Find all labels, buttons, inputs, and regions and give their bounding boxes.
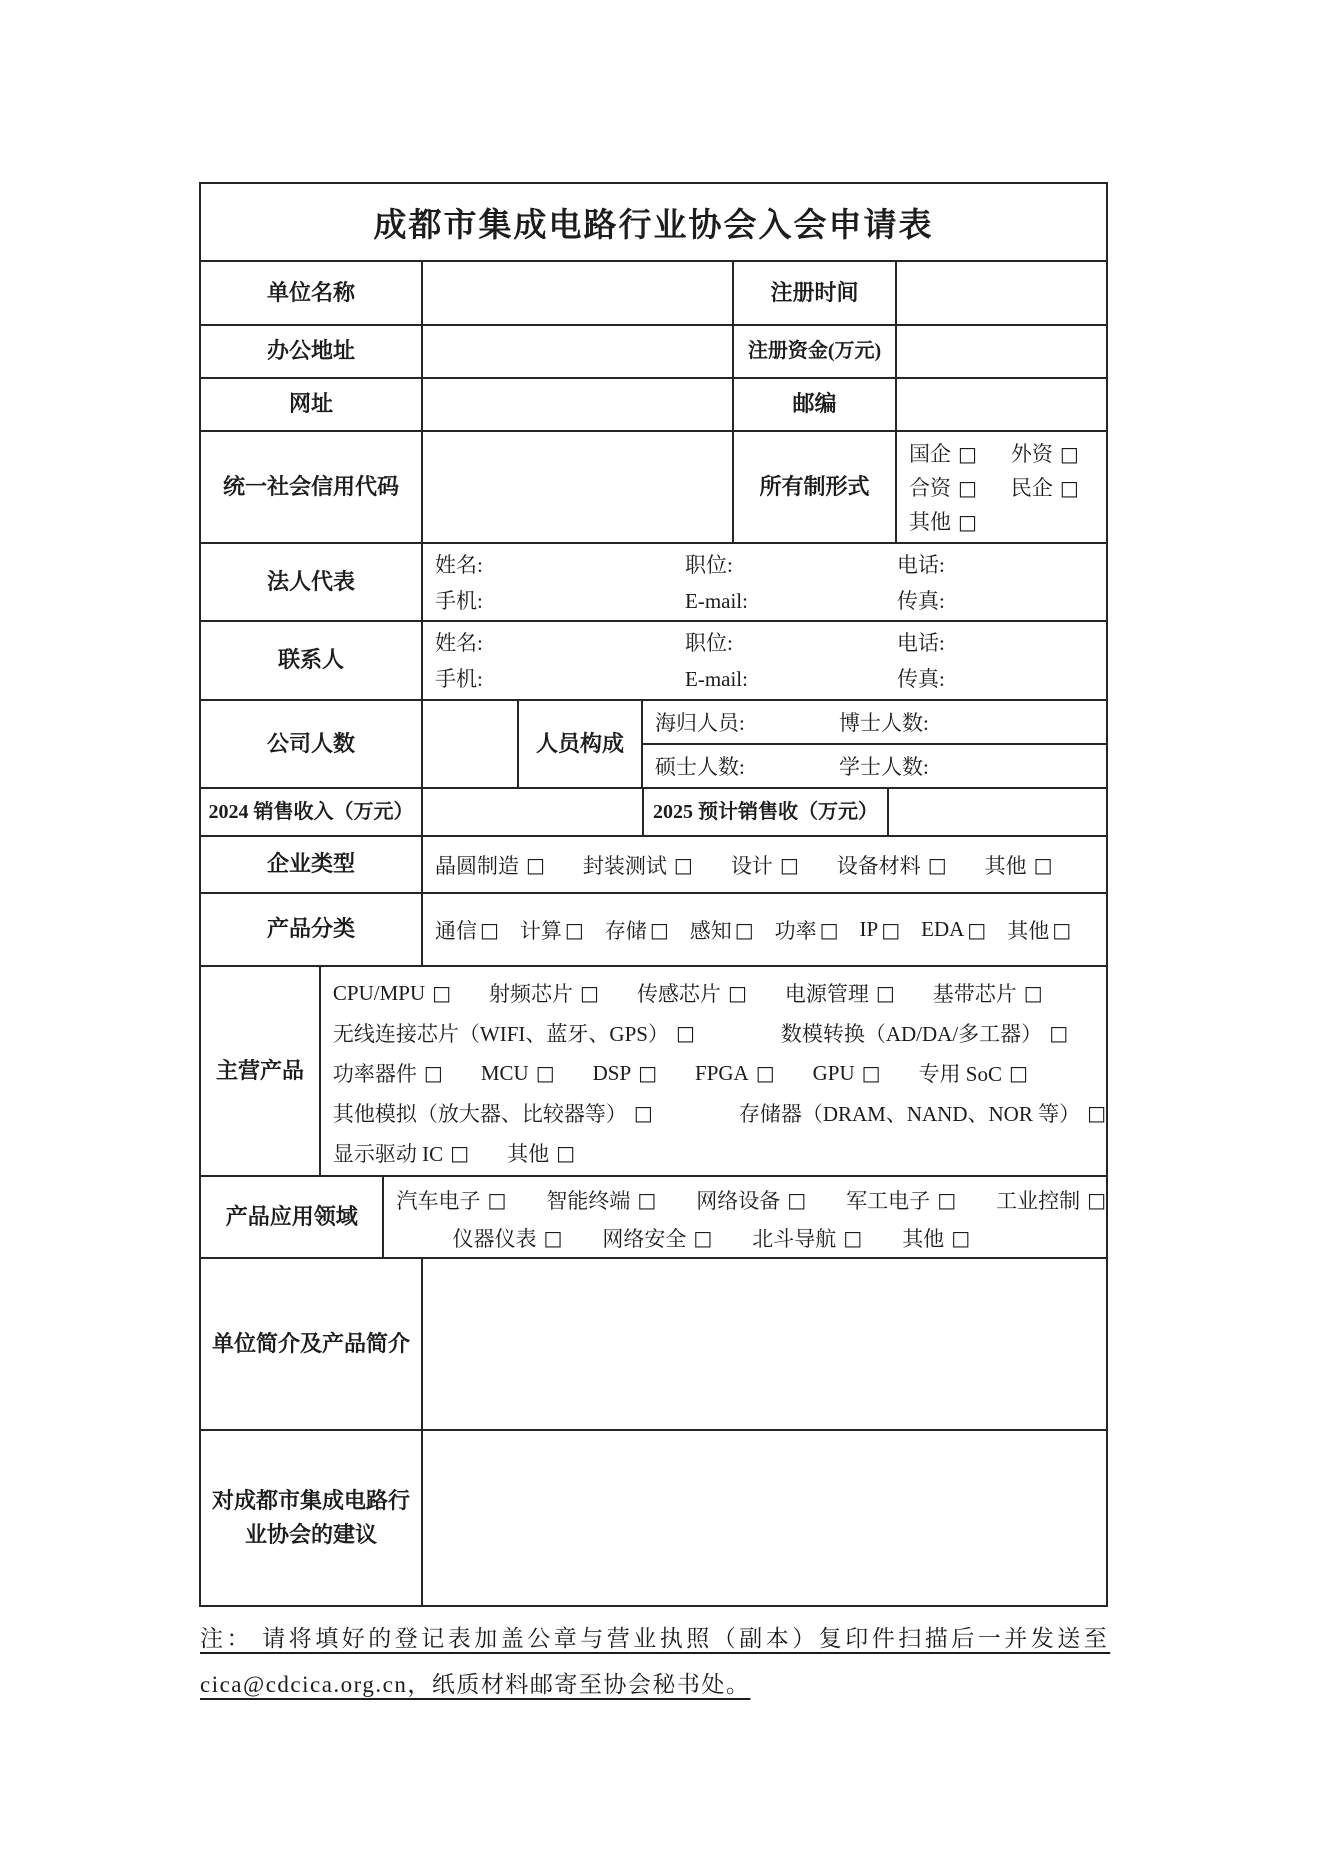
checkbox-option-label: 工业控制 — [996, 1189, 1081, 1213]
company-name-label: 单位名称 — [266, 279, 355, 305]
main-products-line-1 — [333, 973, 1106, 1013]
checkbox-icon[interactable]: □ — [556, 1141, 575, 1165]
checkbox-option-label: IP — [859, 917, 879, 941]
title-row — [201, 184, 1106, 260]
checkbox-icon[interactable]: □ — [1033, 852, 1053, 877]
website-field[interactable] — [421, 379, 732, 430]
checkbox-option-label: 合资 — [909, 476, 951, 500]
row-headcount — [201, 699, 1106, 787]
checkbox-option[interactable] — [690, 915, 754, 945]
checkbox-option-label: EDA — [921, 917, 965, 941]
checkbox-option[interactable] — [785, 978, 895, 1008]
form-field-label: 手机: — [435, 667, 483, 691]
ownership-line-2 — [909, 471, 1106, 505]
checkbox-icon[interactable]: □ — [1023, 981, 1043, 1005]
application-fields-label: 产品应用领域 — [225, 1203, 358, 1229]
form-field-label: 硕士人数: — [655, 755, 745, 779]
checkbox-option-label: 设计 — [730, 853, 773, 878]
headcount-field[interactable] — [421, 701, 517, 787]
checkbox-icon[interactable]: □ — [958, 510, 977, 534]
checkbox-option-label: DSP — [592, 1060, 632, 1085]
checkbox-option[interactable] — [739, 1098, 1106, 1128]
checkbox-option[interactable] — [637, 978, 747, 1008]
checkbox-icon[interactable]: □ — [487, 1188, 507, 1212]
checkbox-icon[interactable]: □ — [693, 1226, 713, 1250]
checkbox-option-label: 其他 — [909, 510, 951, 534]
checkbox-icon[interactable]: □ — [1059, 476, 1079, 500]
checkbox-option-label: FPGA — [695, 1060, 749, 1085]
headcount-label: 公司人数 — [266, 730, 355, 756]
checkbox-option[interactable] — [507, 1138, 575, 1168]
checkbox-option-label: 计算 — [519, 918, 562, 943]
checkbox-icon[interactable]: □ — [861, 1061, 881, 1085]
checkbox-option[interactable] — [933, 978, 1043, 1008]
checkbox-option-label: 功率 — [774, 918, 817, 943]
checkbox-icon[interactable]: □ — [543, 1226, 563, 1250]
reg-capital-field[interactable] — [895, 326, 1106, 377]
checkbox-icon[interactable]: □ — [535, 1061, 555, 1085]
checkbox-icon[interactable]: □ — [1049, 1021, 1069, 1045]
footer-note-line-1: 注： 请将填好的登记表加盖公章与营业执照（副本）复印件扫描后一并发送至 — [200, 1626, 1111, 1651]
checkbox-option[interactable] — [489, 978, 599, 1008]
checkbox-icon[interactable]: □ — [526, 852, 545, 877]
contact-line-1 — [435, 625, 1106, 661]
checkbox-option-label: 无线连接芯片（WIFI、蓝牙、GPS） — [332, 1022, 669, 1046]
form-field-label: 学士人数: — [839, 755, 929, 779]
main-products-options — [319, 967, 1106, 1175]
checkbox-icon[interactable]: □ — [564, 917, 584, 942]
checkbox-option-label: 其他模拟（放大器、比较器等） — [332, 1102, 627, 1126]
legal-rep-line-1 — [435, 547, 1106, 583]
row-credit-code — [201, 430, 1106, 542]
checkbox-option[interactable] — [846, 1185, 956, 1215]
revenue-2024-field[interactable] — [421, 789, 642, 835]
checkbox-option[interactable] — [921, 917, 986, 942]
suggestions-label: 对成都市集成电路行业协会的建议 — [211, 1487, 410, 1547]
checkbox-option[interactable] — [452, 1223, 562, 1253]
checkbox-option-label: 通信 — [435, 918, 477, 943]
checkbox-option[interactable] — [909, 505, 977, 539]
checkbox-option[interactable] — [520, 915, 584, 945]
checkbox-icon[interactable]: □ — [779, 852, 799, 877]
checkbox-option-label: 传感芯片 — [636, 982, 721, 1006]
checkbox-icon[interactable]: □ — [580, 981, 599, 1005]
legal-rep-fields[interactable] — [421, 544, 1106, 620]
checkbox-option-label: 专用 SoC — [918, 1062, 1002, 1086]
checkbox-option-label: 晶圆制造 — [435, 853, 519, 878]
row-product-category — [201, 892, 1106, 965]
form-field-label: 传真: — [897, 667, 945, 691]
checkbox-option[interactable] — [546, 1185, 656, 1215]
checkbox-icon[interactable]: □ — [450, 1141, 470, 1165]
form-title: 成都市集成电路行业协会入会申请表 — [373, 205, 934, 243]
checkbox-icon[interactable]: □ — [787, 1188, 807, 1212]
form-field-label: 职位: — [685, 631, 733, 655]
enterprise-type-label: 企业类型 — [266, 851, 355, 877]
checkbox-option-label: 存储 — [604, 918, 647, 943]
row-legal-rep — [201, 542, 1106, 620]
product-category-line — [435, 915, 1071, 945]
row-office-address — [201, 324, 1106, 377]
checkbox-option-label: 功率器件 — [332, 1062, 417, 1086]
row-enterprise-type — [201, 835, 1106, 892]
checkbox-option[interactable] — [696, 1185, 806, 1215]
main-products-line-2 — [333, 1013, 1106, 1053]
legal-rep-label: 法人代表 — [266, 568, 355, 594]
checkbox-icon[interactable]: □ — [937, 1188, 957, 1212]
footer-note — [200, 1616, 1112, 1708]
checkbox-icon[interactable]: □ — [1087, 1188, 1106, 1212]
checkbox-option[interactable] — [902, 1223, 970, 1253]
checkbox-icon[interactable]: □ — [1059, 442, 1079, 466]
enterprise-type-line — [435, 850, 1053, 880]
row-revenue — [201, 787, 1106, 835]
reg-time-label: 注册时间 — [732, 262, 895, 324]
row-suggestions — [201, 1429, 1106, 1605]
row-company-name — [201, 260, 1106, 324]
checkbox-option-label: 民企 — [1010, 476, 1053, 500]
checkbox-option-label: 设备材料 — [836, 853, 921, 878]
checkbox-icon[interactable]: □ — [881, 917, 901, 942]
row-website — [201, 377, 1106, 430]
checkbox-icon[interactable]: □ — [951, 1226, 971, 1250]
checkbox-option[interactable] — [919, 1058, 1028, 1088]
form-field-label: E-mail: — [685, 667, 748, 691]
checkbox-icon[interactable]: □ — [1009, 1061, 1028, 1085]
contact-line-2 — [435, 661, 1106, 697]
form-field-label: 传真: — [897, 589, 945, 613]
checkbox-option[interactable] — [985, 850, 1053, 880]
checkbox-option[interactable] — [583, 850, 693, 880]
checkbox-option-label: 智能终端 — [546, 1189, 631, 1213]
checkbox-icon[interactable]: □ — [637, 1188, 657, 1212]
checkbox-icon[interactable]: □ — [675, 1021, 695, 1045]
checkbox-icon[interactable]: □ — [927, 852, 947, 877]
company-intro-field[interactable] — [421, 1259, 1106, 1429]
checkbox-option-label: 网络设备 — [696, 1189, 781, 1213]
checkbox-option[interactable] — [860, 917, 901, 942]
checkbox-option-label: 其他 — [984, 853, 1027, 878]
checkbox-option-label: 显示驱动 IC — [332, 1142, 444, 1166]
checkbox-option-label: 北斗导航 — [752, 1227, 837, 1251]
checkbox-icon[interactable]: □ — [734, 917, 754, 942]
reg-time-field[interactable] — [895, 262, 1106, 324]
checkbox-option-label: CPU/MPU — [332, 980, 426, 1005]
checkbox-option-label: 仪器仪表 — [452, 1227, 537, 1251]
checkbox-option[interactable] — [333, 1058, 443, 1088]
row-application-fields — [201, 1175, 1106, 1257]
checkbox-option-label: MCU — [480, 1060, 529, 1085]
revenue-2025-field[interactable] — [887, 789, 1106, 835]
checkbox-icon[interactable]: □ — [480, 917, 499, 942]
checkbox-option[interactable] — [602, 1223, 712, 1253]
legal-rep-line-2 — [435, 583, 1106, 619]
checkbox-icon[interactable]: □ — [432, 981, 452, 1005]
company-intro-label: 单位简介及产品简介 — [211, 1330, 410, 1356]
checkbox-option[interactable] — [775, 915, 839, 945]
ownership-line-3 — [909, 505, 1106, 539]
checkbox-icon[interactable]: □ — [649, 917, 669, 942]
checkbox-option-label: 其他 — [507, 1142, 550, 1166]
checkbox-option-label: 数模转换（AD/DA/多工器） — [780, 1022, 1043, 1046]
checkbox-icon[interactable]: □ — [875, 981, 895, 1005]
checkbox-option-label: 感知 — [689, 918, 732, 943]
checkbox-option[interactable] — [909, 471, 977, 505]
checkbox-option[interactable] — [1011, 437, 1079, 471]
product-category-options — [421, 894, 1106, 965]
checkbox-icon[interactable]: □ — [843, 1226, 863, 1250]
checkbox-option[interactable] — [837, 850, 947, 880]
company-name-field[interactable] — [421, 262, 732, 324]
checkbox-option[interactable] — [996, 1185, 1106, 1215]
checkbox-option[interactable] — [481, 1061, 555, 1086]
application-form-table — [199, 182, 1108, 1607]
checkbox-icon[interactable]: □ — [958, 476, 977, 500]
checkbox-icon[interactable]: □ — [755, 1061, 775, 1085]
ownership-line-1 — [909, 437, 1106, 471]
checkbox-option[interactable] — [695, 1061, 775, 1086]
row-main-products — [201, 965, 1106, 1175]
checkbox-icon[interactable]: □ — [673, 852, 693, 877]
checkbox-option[interactable] — [605, 915, 669, 945]
checkbox-option[interactable] — [435, 915, 499, 945]
application-fields-line-2 — [396, 1219, 1106, 1257]
checkbox-option[interactable] — [1007, 915, 1071, 945]
form-field-label: E-mail: — [685, 589, 748, 613]
composition-row-1[interactable] — [643, 701, 1106, 743]
checkbox-option-label: 汽车电子 — [396, 1189, 481, 1213]
checkbox-option[interactable] — [813, 1061, 881, 1086]
row-company-intro — [201, 1257, 1106, 1429]
ownership-label: 所有制形式 — [732, 432, 895, 542]
credit-code-field[interactable] — [421, 432, 732, 542]
checkbox-option-label: 军工电子 — [846, 1189, 931, 1213]
form-field-label: 海归人员: — [655, 711, 745, 735]
contact-label: 联系人 — [277, 647, 344, 673]
office-address-label: 办公地址 — [266, 338, 355, 364]
checkbox-option-label: 其他 — [902, 1227, 945, 1251]
checkbox-icon[interactable]: □ — [819, 917, 839, 942]
main-products-line-5 — [333, 1133, 1106, 1173]
checkbox-option[interactable] — [333, 1138, 469, 1168]
footer-note-line-2: cica@cdcica.org.cn，纸质材料邮寄至协会秘书处。 — [200, 1672, 751, 1697]
main-products-line-4 — [333, 1093, 1106, 1133]
row-contact — [201, 620, 1106, 699]
form-field-label: 姓名: — [435, 631, 483, 655]
enterprise-type-options — [421, 837, 1106, 892]
credit-code-label: 统一社会信用代码 — [222, 473, 399, 499]
composition-cells — [641, 701, 1106, 787]
checkbox-option[interactable] — [333, 981, 451, 1006]
office-address-field[interactable] — [421, 326, 732, 377]
postcode-label: 邮编 — [732, 379, 895, 430]
composition-row-2[interactable] — [643, 743, 1106, 787]
checkbox-option-label: 电源管理 — [784, 982, 869, 1006]
checkbox-option-label: 外资 — [1010, 442, 1053, 466]
checkbox-option[interactable] — [1011, 471, 1079, 505]
product-category-label: 产品分类 — [266, 916, 355, 942]
form-field-label: 职位: — [685, 553, 733, 577]
checkbox-option[interactable] — [909, 437, 977, 471]
checkbox-option[interactable] — [396, 1185, 506, 1215]
checkbox-option[interactable] — [593, 1061, 657, 1086]
suggestions-field[interactable] — [421, 1431, 1106, 1605]
checkbox-icon[interactable]: □ — [967, 917, 987, 942]
postcode-field[interactable] — [895, 379, 1106, 430]
revenue-2024-label: 2024 销售收入（万元） — [208, 800, 414, 823]
checkbox-option-label: 射频芯片 — [489, 982, 574, 1006]
form-field-label: 博士人数: — [839, 711, 929, 735]
form-field-label: 手机: — [435, 589, 483, 613]
checkbox-icon[interactable]: □ — [1052, 917, 1072, 942]
contact-fields[interactable] — [421, 622, 1106, 699]
checkbox-option-label: 存储器（DRAM、NAND、NOR 等） — [738, 1102, 1081, 1126]
checkbox-icon[interactable]: □ — [958, 442, 977, 466]
application-fields-options — [382, 1177, 1106, 1257]
checkbox-option-label: GPU — [812, 1060, 855, 1085]
checkbox-icon[interactable]: □ — [423, 1061, 443, 1085]
website-label: 网址 — [288, 391, 333, 417]
form-field-label: 电话: — [897, 631, 945, 655]
revenue-2025-label: 2025 预计销售收（万元） — [642, 789, 887, 835]
checkbox-option-label: 封装测试 — [582, 853, 667, 878]
main-products-label: 主营产品 — [215, 1057, 304, 1083]
checkbox-option-label: 其他 — [1007, 918, 1050, 943]
checkbox-icon[interactable]: □ — [633, 1101, 653, 1125]
checkbox-option-label: 基带芯片 — [932, 982, 1017, 1006]
form-field-label: 电话: — [897, 553, 945, 577]
checkbox-option[interactable] — [752, 1223, 862, 1253]
checkbox-option[interactable] — [731, 850, 799, 880]
checkbox-icon[interactable]: □ — [638, 1061, 658, 1085]
composition-label: 人员构成 — [517, 701, 641, 787]
application-fields-line-1 — [396, 1181, 1106, 1219]
checkbox-option[interactable] — [333, 1098, 653, 1128]
ownership-options-cell — [895, 432, 1106, 542]
checkbox-icon[interactable]: □ — [727, 981, 747, 1005]
form-field-label: 姓名: — [435, 553, 483, 577]
checkbox-icon[interactable]: □ — [1087, 1101, 1106, 1125]
reg-capital-label: 注册资金(万元) — [732, 326, 895, 377]
main-products-line-3 — [333, 1053, 1106, 1093]
checkbox-option[interactable] — [435, 850, 545, 880]
checkbox-option[interactable] — [333, 1018, 695, 1048]
checkbox-option[interactable] — [781, 1018, 1068, 1048]
checkbox-option-label: 网络安全 — [602, 1227, 687, 1251]
checkbox-option-label: 国企 — [909, 442, 951, 466]
